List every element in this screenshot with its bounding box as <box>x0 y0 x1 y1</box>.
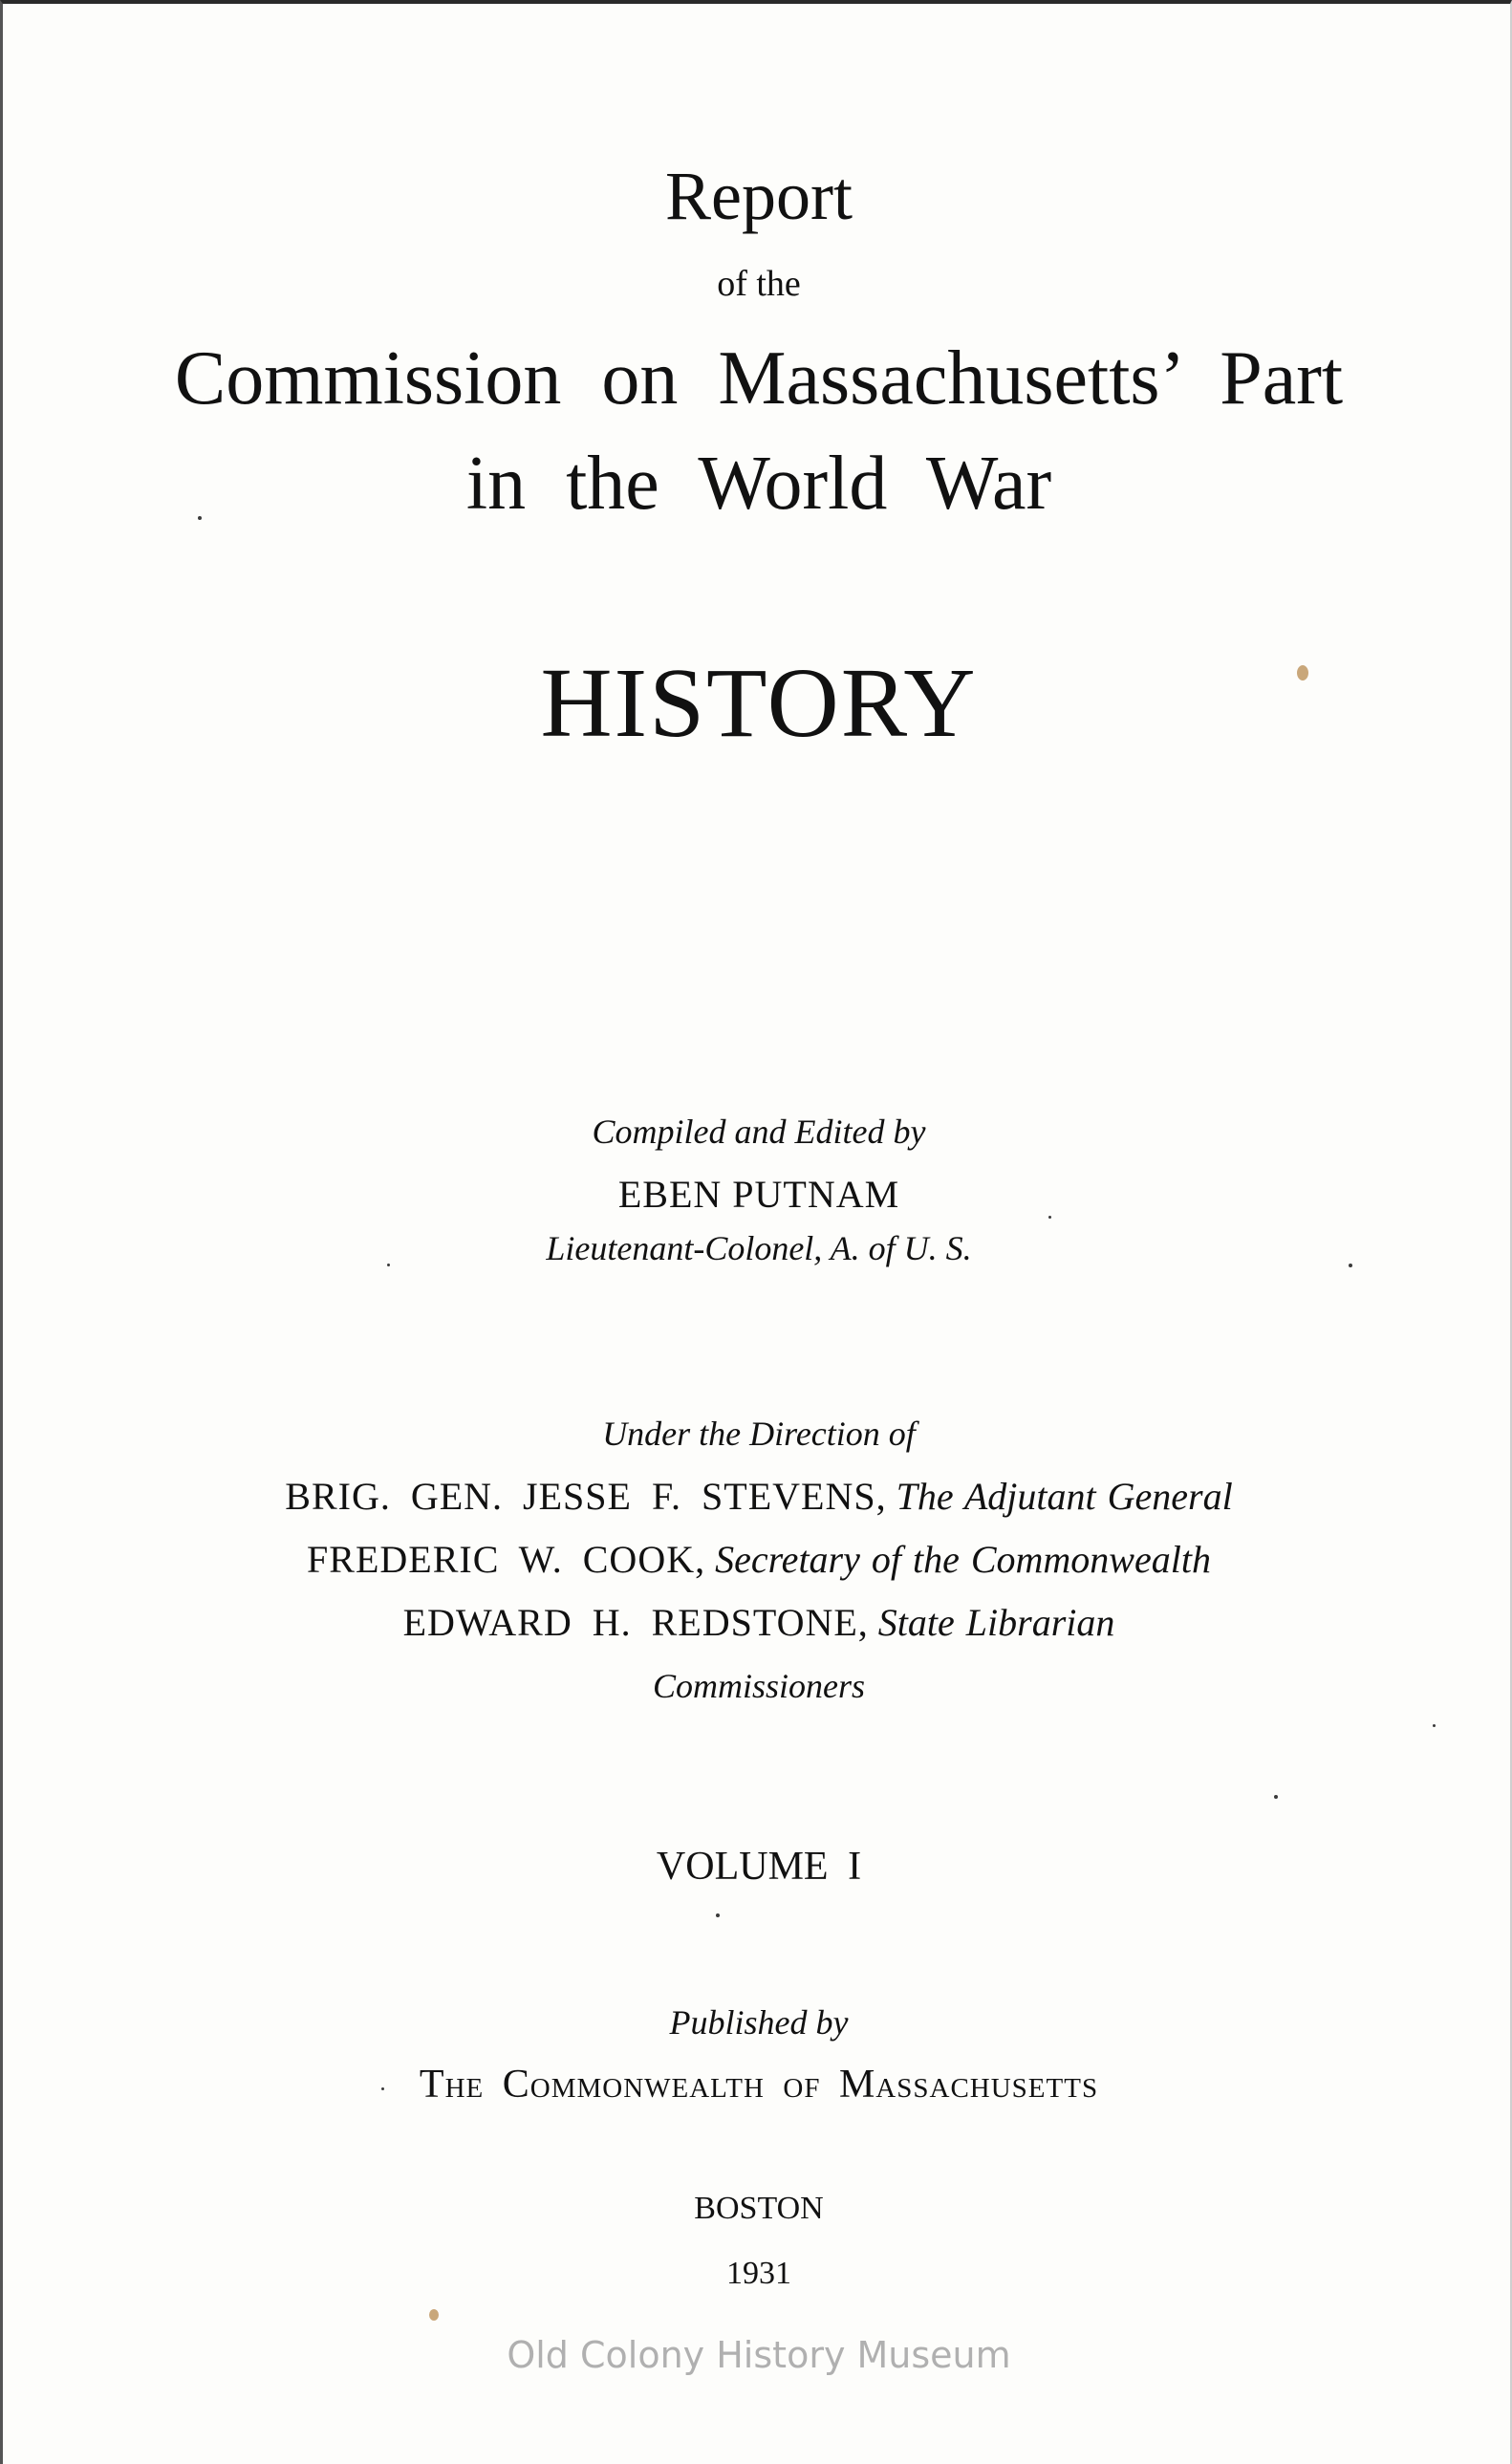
paper-speck <box>387 1264 390 1266</box>
commissioner-line <box>3 1601 1512 1644</box>
paper-speck <box>1349 1264 1352 1267</box>
paper-speck <box>1274 1795 1278 1799</box>
imprint-city: BOSTON <box>694 2191 824 2226</box>
compiled-label: Compiled and Edited by <box>592 1113 926 1151</box>
paper-speck <box>381 2087 384 2090</box>
imprint-year: 1931 <box>726 2256 791 2291</box>
published-label: Published by <box>669 2003 849 2042</box>
publisher-name: The Commonwealth of Massachusetts <box>419 2063 1099 2107</box>
commissioner-role: The Adjutant General <box>896 1475 1233 1518</box>
volume-label: VOLUME I <box>656 1845 862 1889</box>
subject-heading: HISTORY <box>540 648 978 758</box>
paper-speck <box>198 516 202 520</box>
paper-speck <box>716 1913 720 1917</box>
commissioners-label: Commissioners <box>652 1667 866 1705</box>
editor-rank: Lieutenant-Colonel, A. of U. S. <box>546 1229 972 1267</box>
title-of-the: of the <box>717 264 801 304</box>
paper-stain <box>429 2309 439 2321</box>
paper-stain <box>1297 665 1308 681</box>
editor-name: EBEN PUTNAM <box>617 1173 900 1216</box>
paper-speck <box>1048 1216 1051 1219</box>
commissioner-name: BRIG. GEN. JESSE F. STEVENS, <box>285 1475 887 1518</box>
watermark: Old Colony History Museum <box>507 2334 1011 2376</box>
title-world-war-line: in the World War <box>465 442 1052 526</box>
paper-speck <box>1433 1724 1436 1727</box>
commissioner-line <box>3 1475 1512 1518</box>
commissioner-role: State Librarian <box>877 1601 1115 1644</box>
direction-label: Under the Direction of <box>602 1415 916 1453</box>
title-report: Report <box>665 158 853 234</box>
commissioner-name: FREDERIC W. COOK, <box>307 1538 706 1581</box>
title-commission-line: Commission on Massachusetts’ Part <box>174 336 1344 421</box>
commissioner-line <box>3 1538 1512 1581</box>
commissioner-name: EDWARD H. REDSTONE, <box>402 1601 869 1644</box>
commissioner-role: Secretary of the Commonwealth <box>715 1538 1211 1581</box>
